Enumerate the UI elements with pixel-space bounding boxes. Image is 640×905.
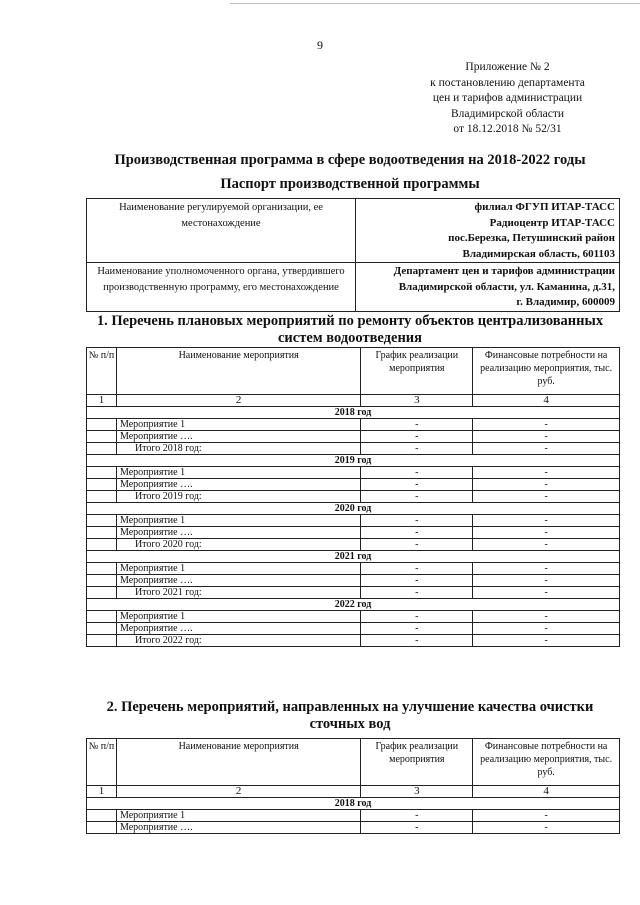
row-schedule-cell: - xyxy=(361,611,473,623)
header-schedule: График реализации мероприятия xyxy=(361,739,473,786)
header-name: Наименование мероприятия xyxy=(116,348,360,395)
appendix-line: к постановлению департамента xyxy=(430,76,585,89)
table-row xyxy=(87,563,620,575)
passport-org-label: Наименование регулируемой организации, ее местонахождение xyxy=(87,199,356,263)
row-schedule-cell: - xyxy=(361,575,473,587)
appendix-line: Приложение № 2 xyxy=(465,61,550,73)
passport-auth-label: Наименование уполномоченного органа, утвердившего производственную программу, его местонахождение xyxy=(87,263,356,312)
table-header-row xyxy=(87,739,620,786)
passport-auth-value xyxy=(356,263,620,312)
year-label: 2018 год xyxy=(87,407,620,419)
table-row xyxy=(87,822,620,834)
year-label: 2021 год xyxy=(87,551,620,563)
column-number-row xyxy=(87,786,620,798)
row-number-cell xyxy=(87,539,117,551)
appendix-line: Владимирской области xyxy=(450,107,565,120)
row-finance-cell: - xyxy=(473,539,620,551)
table-row xyxy=(87,467,620,479)
row-name-cell: Итого 2019 год: xyxy=(116,491,360,503)
table-row xyxy=(87,810,620,822)
appendix-line: цен и тарифов администрации xyxy=(432,92,583,105)
row-schedule-cell: - xyxy=(361,822,473,834)
row-finance-cell: - xyxy=(473,479,620,491)
row-number-cell xyxy=(87,443,117,455)
section2-title: 2. Перечень мероприятий, направленных на улучшение качества очистки сточных вод xyxy=(106,699,594,732)
header-name: Наименование мероприятия xyxy=(116,739,360,786)
row-number-cell xyxy=(87,563,117,575)
row-number-cell xyxy=(87,623,117,635)
row-number-cell xyxy=(87,611,117,623)
row-number-cell xyxy=(87,527,117,539)
row-schedule-cell: - xyxy=(361,810,473,822)
year-label: 2020 год xyxy=(87,503,620,515)
header-finance: Финансовые потребности на реализацию мероприятия, тыс. руб. xyxy=(473,739,620,786)
row-number-cell xyxy=(87,810,117,822)
passport-auth-line: г. Владимир, 600009 xyxy=(516,296,615,308)
row-finance-cell: - xyxy=(473,419,620,431)
row-schedule-cell: - xyxy=(361,431,473,443)
row-finance-cell: - xyxy=(473,527,620,539)
row-finance-cell: - xyxy=(473,623,620,635)
column-number: 1 xyxy=(87,786,117,798)
table-row xyxy=(87,443,620,455)
row-name-cell: Мероприятие 1 xyxy=(116,419,360,431)
row-number-cell xyxy=(87,587,117,599)
table-row xyxy=(87,575,620,587)
section1-table xyxy=(86,347,620,647)
row-number-cell xyxy=(87,491,117,503)
passport-title: Паспорт производственной программы xyxy=(220,176,480,192)
passport-row-authority xyxy=(87,263,620,312)
row-schedule-cell: - xyxy=(361,623,473,635)
document-title: Производственная программа в сфере водоотведения на 2018-2022 годы xyxy=(114,152,586,168)
passport-org-line: филиал ФГУП ИТАР-ТАСС xyxy=(474,201,615,213)
scan-edge-line xyxy=(230,3,640,4)
column-number: 2 xyxy=(116,395,360,407)
row-finance-cell: - xyxy=(473,563,620,575)
row-number-cell xyxy=(87,419,117,431)
table-header-row xyxy=(87,348,620,395)
table-row xyxy=(87,623,620,635)
table-row xyxy=(87,611,620,623)
table-row xyxy=(87,587,620,599)
row-finance-cell: - xyxy=(473,822,620,834)
row-name-cell: Мероприятие 1 xyxy=(116,611,360,623)
column-number: 3 xyxy=(361,786,473,798)
row-schedule-cell: - xyxy=(361,539,473,551)
passport-org-line: Владимирская область, 601103 xyxy=(462,247,615,260)
year-label: 2019 год xyxy=(87,455,620,467)
row-name-cell: Итого 2018 год: xyxy=(116,443,360,455)
appendix-block xyxy=(395,60,620,138)
column-number: 4 xyxy=(473,786,620,798)
row-finance-cell: - xyxy=(473,575,620,587)
row-schedule-cell: - xyxy=(361,563,473,575)
row-name-cell: Мероприятие …. xyxy=(116,431,360,443)
row-number-cell xyxy=(87,635,117,647)
row-name-cell: Мероприятие 1 xyxy=(116,563,360,575)
row-name-cell: Итого 2021 год: xyxy=(116,587,360,599)
row-name-cell: Мероприятие …. xyxy=(116,527,360,539)
row-number-cell xyxy=(87,479,117,491)
column-number-row xyxy=(87,395,620,407)
page-number: 9 xyxy=(317,38,323,52)
column-number: 2 xyxy=(116,786,360,798)
table-row xyxy=(87,431,620,443)
year-row xyxy=(87,599,620,611)
row-name-cell: Итого 2020 год: xyxy=(116,539,360,551)
year-label: 2018 год xyxy=(87,798,620,810)
row-finance-cell: - xyxy=(473,611,620,623)
appendix-line: от 18.12.2018 № 52/31 xyxy=(453,123,562,136)
header-number: № п/п xyxy=(87,348,117,395)
row-schedule-cell: - xyxy=(361,443,473,455)
header-schedule: График реализации мероприятия xyxy=(361,348,473,395)
row-schedule-cell: - xyxy=(361,527,473,539)
row-schedule-cell: - xyxy=(361,491,473,503)
row-name-cell: Мероприятие …. xyxy=(116,479,360,491)
table-row xyxy=(87,539,620,551)
table-row xyxy=(87,515,620,527)
column-number: 3 xyxy=(361,395,473,407)
passport-org-line: Радиоцентр ИТАР-ТАСС xyxy=(489,216,615,229)
row-name-cell: Мероприятие …. xyxy=(116,623,360,635)
row-schedule-cell: - xyxy=(361,587,473,599)
year-row xyxy=(87,551,620,563)
passport-org-value xyxy=(356,199,620,263)
column-number: 1 xyxy=(87,395,117,407)
row-number-cell xyxy=(87,822,117,834)
row-name-cell: Мероприятие 1 xyxy=(116,810,360,822)
year-row xyxy=(87,798,620,810)
passport-auth-line: Департамент цен и тарифов администрации xyxy=(393,265,615,277)
table-row xyxy=(87,479,620,491)
row-number-cell xyxy=(87,575,117,587)
row-number-cell xyxy=(87,431,117,443)
row-schedule-cell: - xyxy=(361,515,473,527)
row-name-cell: Мероприятие …. xyxy=(116,575,360,587)
table-row xyxy=(87,491,620,503)
row-finance-cell: - xyxy=(473,467,620,479)
header-number: № п/п xyxy=(87,739,117,786)
passport-org-line: пос.Березка, Петушинский район xyxy=(448,232,615,244)
passport-table xyxy=(86,198,620,312)
row-number-cell xyxy=(87,467,117,479)
row-finance-cell: - xyxy=(473,515,620,527)
year-label: 2022 год xyxy=(87,599,620,611)
passport-auth-line: Владимирской области, ул. Каманина, д.31, xyxy=(398,280,615,293)
section1-title: 1. Перечень плановых мероприятий по ремонту объектов централизованных систем водоотведения xyxy=(96,313,604,346)
section2-table xyxy=(86,738,620,834)
row-number-cell xyxy=(87,515,117,527)
row-finance-cell: - xyxy=(473,810,620,822)
year-row xyxy=(87,503,620,515)
row-name-cell: Мероприятие 1 xyxy=(116,515,360,527)
row-finance-cell: - xyxy=(473,431,620,443)
row-name-cell: Итого 2022 год: xyxy=(116,635,360,647)
row-finance-cell: - xyxy=(473,587,620,599)
table-row xyxy=(87,635,620,647)
row-name-cell: Мероприятие …. xyxy=(116,822,360,834)
row-name-cell: Мероприятие 1 xyxy=(116,467,360,479)
column-number: 4 xyxy=(473,395,620,407)
passport-row-organization xyxy=(87,199,620,263)
row-finance-cell: - xyxy=(473,443,620,455)
row-schedule-cell: - xyxy=(361,635,473,647)
row-schedule-cell: - xyxy=(361,479,473,491)
table-row xyxy=(87,419,620,431)
header-finance: Финансовые потребности на реализацию мероприятия, тыс. руб. xyxy=(473,348,620,395)
year-row xyxy=(87,455,620,467)
year-row xyxy=(87,407,620,419)
row-schedule-cell: - xyxy=(361,419,473,431)
row-finance-cell: - xyxy=(473,491,620,503)
row-finance-cell: - xyxy=(473,635,620,647)
table-row xyxy=(87,527,620,539)
row-schedule-cell: - xyxy=(361,467,473,479)
